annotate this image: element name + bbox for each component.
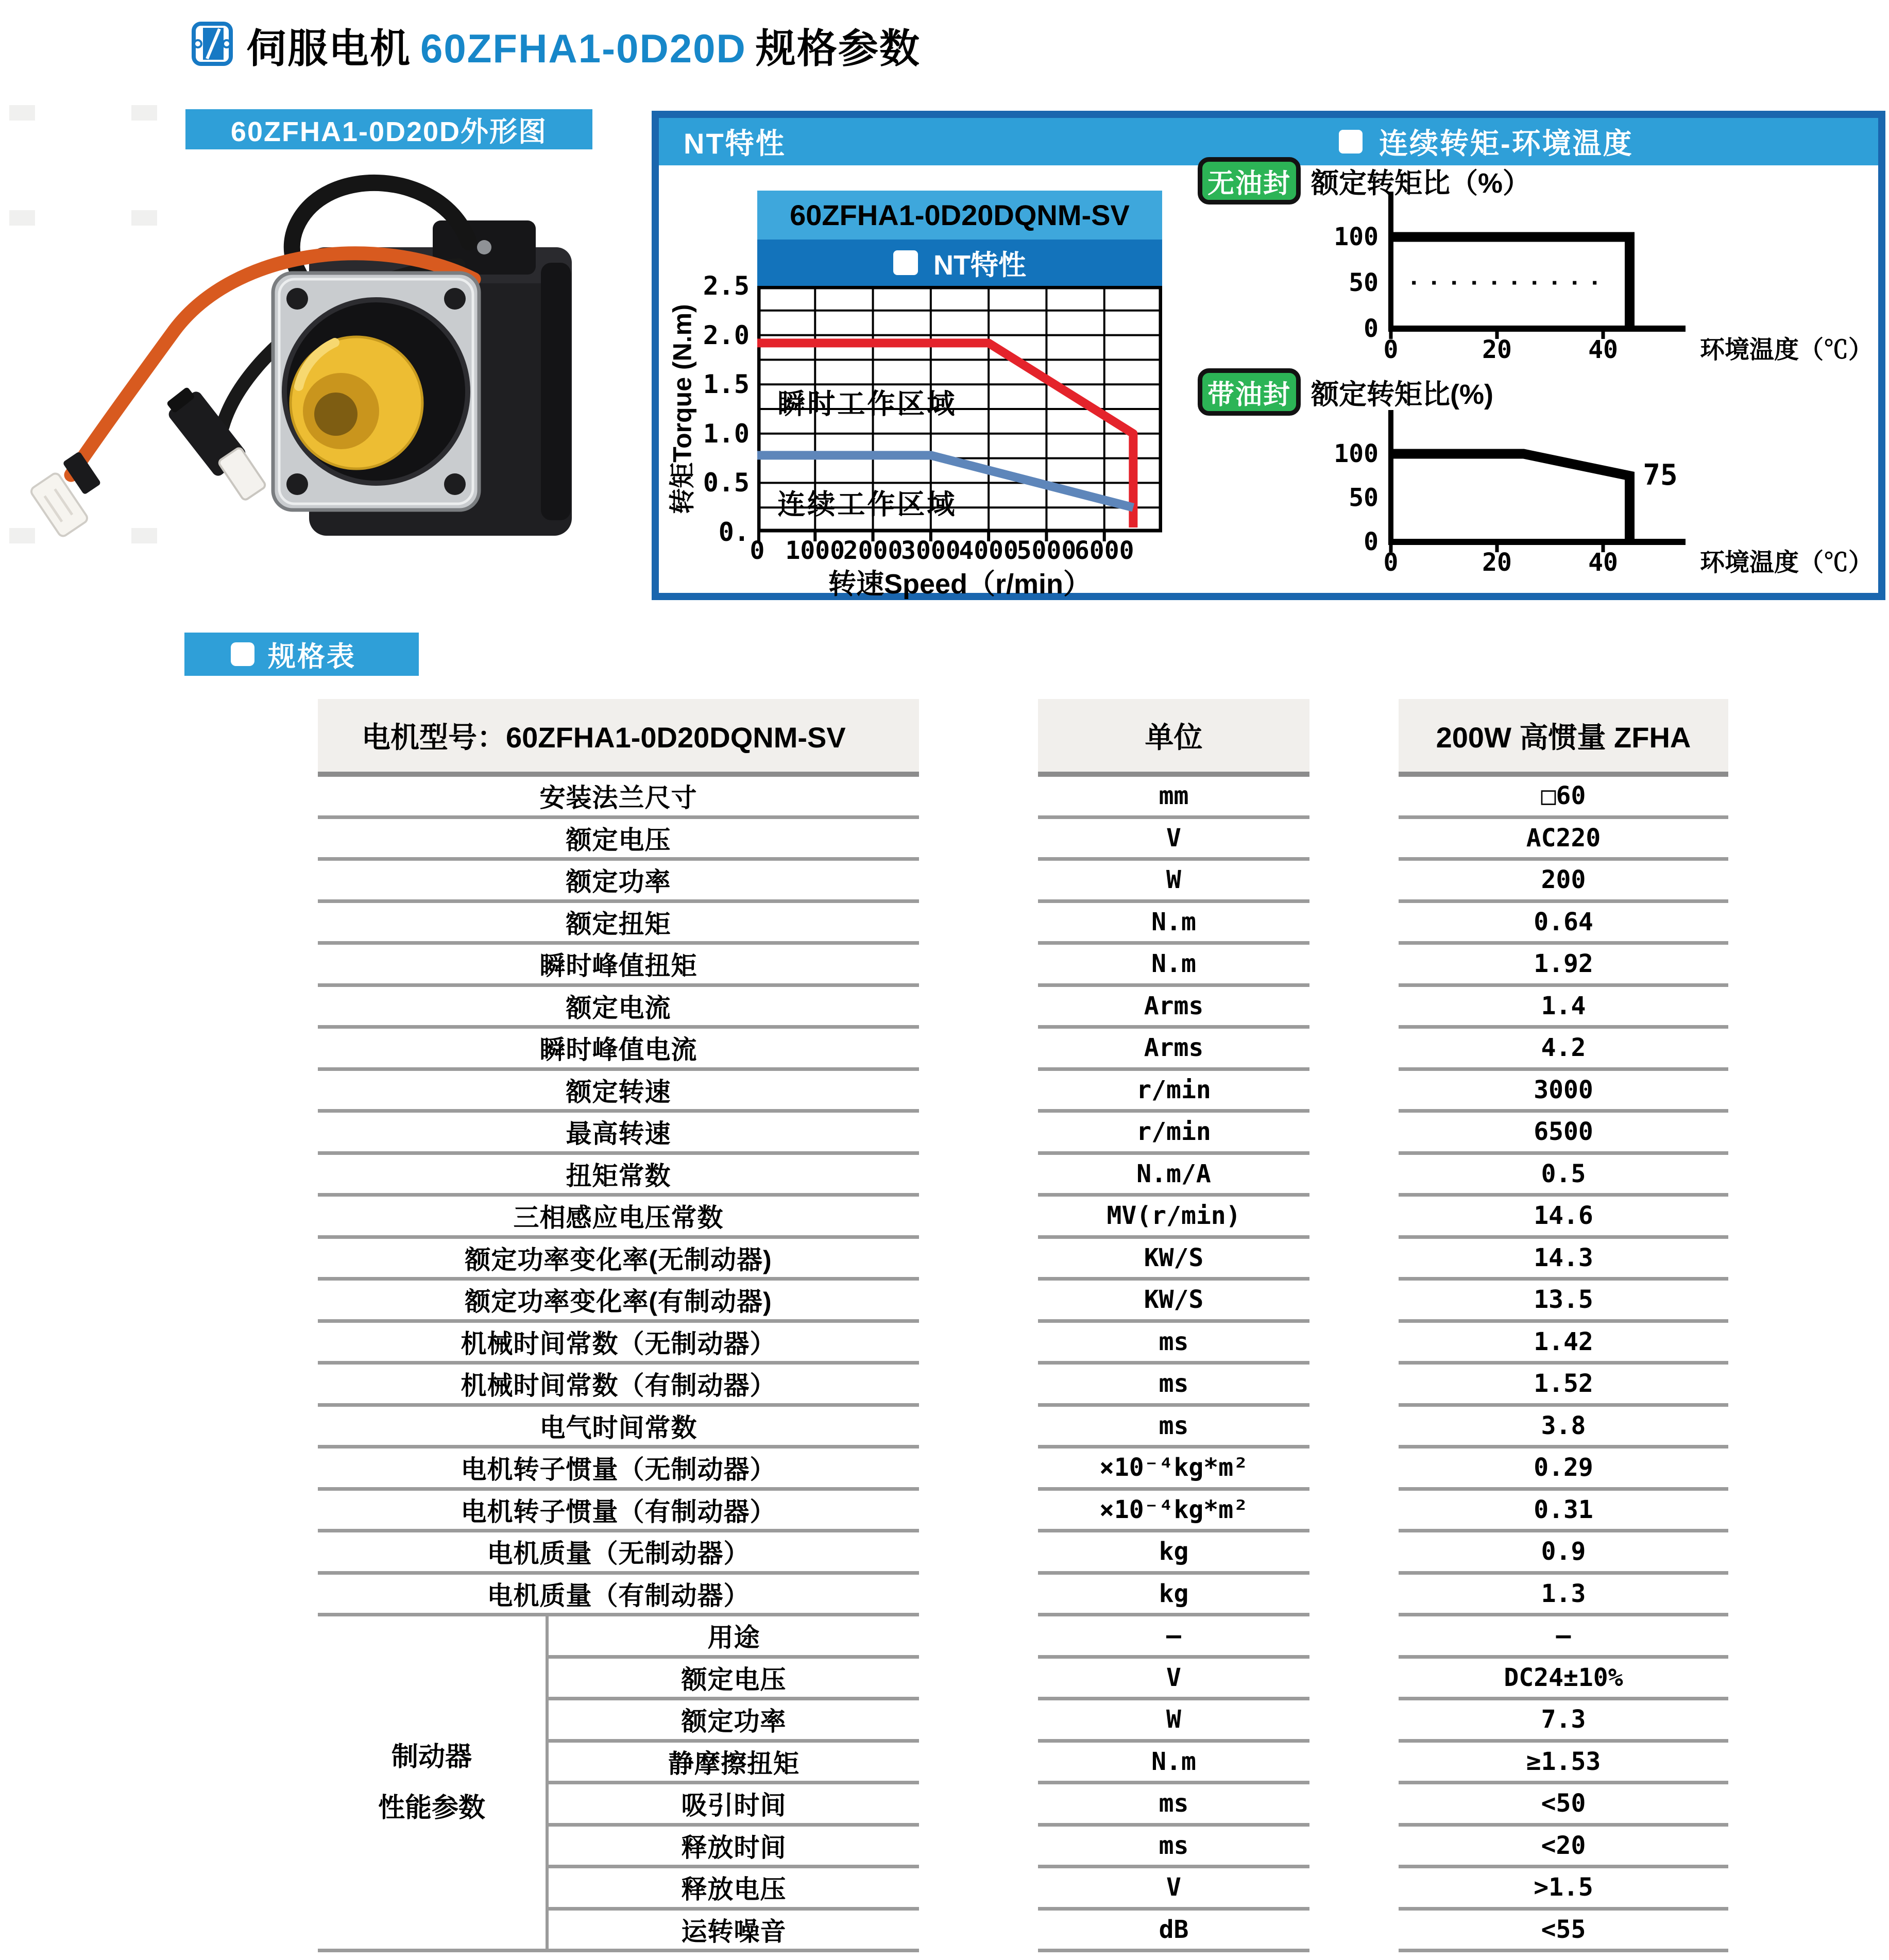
spec-row-value: 14.6 xyxy=(1399,1197,1728,1239)
spec-row-value: 1.52 xyxy=(1399,1365,1728,1407)
spec-row-unit: N.m/A xyxy=(1038,1155,1309,1197)
spec-row-value: 0.29 xyxy=(1399,1448,1728,1491)
spec-row-value: 200 xyxy=(1399,861,1728,903)
svg-text:连续工作区域: 连续工作区域 xyxy=(777,488,957,521)
spec-row-value: 0.64 xyxy=(1399,903,1728,945)
spec-row-unit: kg xyxy=(1038,1532,1309,1575)
spec-row-label: 额定功率 xyxy=(318,861,919,903)
ratio-label-no-seal: 额定转矩比（%） xyxy=(1311,167,1531,199)
brake-row-label: 吸引时间 xyxy=(549,1784,919,1827)
brake-row-unit: dB xyxy=(1038,1911,1309,1953)
motor-logo-icon xyxy=(192,22,233,69)
svg-text:0: 0 xyxy=(1383,335,1399,364)
brake-row-unit: — xyxy=(1038,1616,1309,1659)
spec-row-value: 0.31 xyxy=(1399,1491,1728,1533)
svg-text:20: 20 xyxy=(1482,335,1512,364)
spec-table-badge: 规格表 xyxy=(184,633,419,676)
square-bullet-icon xyxy=(231,642,254,666)
spec-row-value: 6500 xyxy=(1399,1113,1728,1155)
svg-text:环境温度（℃）: 环境温度（℃） xyxy=(1700,335,1874,364)
svg-text:50: 50 xyxy=(1349,483,1379,513)
brake-row-label: 额定功率 xyxy=(549,1700,919,1743)
nt-chart-legend: NT特性 xyxy=(757,240,1162,286)
spec-row-value: AC220 xyxy=(1399,819,1728,861)
nt-x-axis-label: 转速Speed（r/min） xyxy=(828,569,1092,600)
spec-table-value-column xyxy=(1399,699,1728,1952)
brake-row-label: 额定电压 xyxy=(549,1659,919,1701)
brake-row-value: 7.3 xyxy=(1399,1700,1728,1743)
page-title-text: 伺服电机 60ZFHA1-0D20D 规格参数 xyxy=(246,25,921,71)
spec-row-value: 3000 xyxy=(1399,1071,1728,1113)
svg-text:100: 100 xyxy=(1334,439,1379,468)
svg-text:环境温度（℃）: 环境温度（℃） xyxy=(1700,548,1874,577)
brake-row-unit: V xyxy=(1038,1659,1309,1701)
spec-row-label: 额定功率变化率(有制动器) xyxy=(318,1281,919,1323)
spec-row-unit: KW/S xyxy=(1038,1239,1309,1281)
brake-row-value: <50 xyxy=(1399,1784,1728,1827)
brake-row-value: DC24±10% xyxy=(1399,1659,1728,1701)
motor-photo xyxy=(21,144,639,600)
brake-row-label: 释放电压 xyxy=(549,1868,919,1911)
spec-row-value: 0.5 xyxy=(1399,1155,1728,1197)
svg-text:50: 50 xyxy=(1349,268,1379,297)
brake-group-label: 制动器 性能参数 xyxy=(318,1616,549,1952)
spec-table xyxy=(318,699,1728,1952)
spec-row-unit: kg xyxy=(1038,1575,1309,1617)
spec-row-unit: ms xyxy=(1038,1323,1309,1365)
watermark xyxy=(131,105,157,121)
brake-row-label: 用途 xyxy=(549,1616,919,1659)
spec-row-unit: mm xyxy=(1038,777,1309,819)
spec-row-unit: ×10⁻⁴kg*m² xyxy=(1038,1491,1309,1533)
brake-row-unit: ms xyxy=(1038,1784,1309,1827)
brake-row-label: 静摩擦扭矩 xyxy=(549,1743,919,1785)
svg-text:40: 40 xyxy=(1588,548,1618,577)
svg-text:0: 0 xyxy=(1364,527,1379,556)
nt-panel xyxy=(652,111,1885,600)
derating-chart-with-seal xyxy=(1329,402,1885,593)
spec-row-label: 机械时间常数（无制动器） xyxy=(318,1323,919,1365)
spec-row-value: 13.5 xyxy=(1399,1281,1728,1323)
spec-row-label: 电机转子惯量（有制动器） xyxy=(318,1491,919,1533)
svg-text:75: 75 xyxy=(1643,458,1678,492)
watermark xyxy=(9,105,35,121)
svg-text:瞬时工作区域: 瞬时工作区域 xyxy=(777,387,957,420)
nt-y-axis-ticks: 2.5 2.0 1.5 1.0 0.5 0. xyxy=(703,271,750,547)
brake-label-rows xyxy=(549,1616,919,1952)
brake-value-rows xyxy=(1399,1616,1728,1952)
nt-chart-title: 60ZFHA1-0D20DQNM-SV xyxy=(757,191,1162,240)
spec-row-value: 14.3 xyxy=(1399,1239,1728,1281)
spec-row-label: 瞬时峰值电流 xyxy=(318,1029,919,1071)
brake-row-value: >1.5 xyxy=(1399,1868,1728,1911)
spec-row-value: 0.9 xyxy=(1399,1532,1728,1575)
square-bullet-icon xyxy=(1339,130,1363,154)
spec-row-value: 1.3 xyxy=(1399,1575,1728,1617)
spec-row-value: 4.2 xyxy=(1399,1029,1728,1071)
unit-rows xyxy=(1038,777,1309,1616)
brake-row-unit: N.m xyxy=(1038,1743,1309,1785)
brake-unit-rows xyxy=(1038,1616,1309,1952)
spec-row-unit: N.m xyxy=(1038,903,1309,945)
svg-text:100: 100 xyxy=(1334,223,1379,251)
spec-row-label: 额定功率变化率(无制动器) xyxy=(318,1239,919,1281)
value-rows xyxy=(1399,777,1728,1616)
spec-row-label: 机械时间常数（有制动器） xyxy=(318,1365,919,1407)
spec-row-unit: V xyxy=(1038,819,1309,861)
spec-row-label: 额定扭矩 xyxy=(318,903,919,945)
spec-row-label: 最高转速 xyxy=(318,1113,919,1155)
nt-chart-plot xyxy=(757,286,1162,543)
spec-row-value: 1.92 xyxy=(1399,945,1728,987)
svg-text:20: 20 xyxy=(1482,548,1512,577)
spec-row-label: 电机质量（有制动器） xyxy=(318,1575,919,1617)
spec-row-label: 电机质量（无制动器） xyxy=(318,1532,919,1575)
derating-header-title: 连续转矩-环境温度 xyxy=(1339,118,1633,165)
outline-panel-header: 60ZFHA1-0D20D外形图 xyxy=(185,109,592,149)
spec-row-label: 三相感应电压常数 xyxy=(318,1197,919,1239)
spec-row-unit: ×10⁻⁴kg*m² xyxy=(1038,1448,1309,1491)
brake-row-value: <20 xyxy=(1399,1827,1728,1869)
brake-row-value: ≥1.53 xyxy=(1399,1743,1728,1785)
spec-row-label: 电气时间常数 xyxy=(318,1407,919,1449)
model-number: 60ZFHA1-0D20D xyxy=(420,25,746,71)
with-oil-seal-badge: 带油封 xyxy=(1198,368,1301,416)
page-title xyxy=(192,21,921,70)
spec-row-label: 瞬时峰值扭矩 xyxy=(318,945,919,987)
spec-row-label: 扭矩常数 xyxy=(318,1155,919,1197)
brake-row-unit: W xyxy=(1038,1700,1309,1743)
spec-row-unit: ms xyxy=(1038,1365,1309,1407)
value-header-cell: 200W 高惯量 ZFHA xyxy=(1399,699,1728,777)
spec-row-unit: r/min xyxy=(1038,1113,1309,1155)
brake-row-label: 运转噪音 xyxy=(549,1911,919,1953)
spec-row-unit: N.m xyxy=(1038,945,1309,987)
label-rows xyxy=(318,777,919,1616)
spec-row-value: 1.4 xyxy=(1399,987,1728,1029)
svg-text:0: 0 xyxy=(1364,314,1379,343)
spec-row-unit: ms xyxy=(1038,1407,1309,1449)
spec-row-unit: MV(r/min) xyxy=(1038,1197,1309,1239)
no-oil-seal-badge: 无油封 xyxy=(1198,157,1301,204)
spec-row-label: 额定电压 xyxy=(318,819,919,861)
legend-square-icon xyxy=(893,250,918,275)
spec-row-unit: Arms xyxy=(1038,1029,1309,1071)
spec-row-value: 1.42 xyxy=(1399,1323,1728,1365)
brake-section xyxy=(318,1616,919,1952)
nt-header-title: NT特性 xyxy=(684,127,786,160)
nt-x-axis-ticks: 0 1000 2000 3000 4000 5000 6000 xyxy=(750,536,1134,565)
nt-y-axis-label: 转矩Torque (N.m) xyxy=(668,304,697,514)
ratio-label-with-seal: 额定转矩比(%) xyxy=(1311,379,1493,410)
spec-row-label: 电机转子惯量（无制动器） xyxy=(318,1448,919,1491)
brake-row-value: — xyxy=(1399,1616,1728,1659)
spec-row-value: □60 xyxy=(1399,777,1728,819)
unit-header-cell: 单位 xyxy=(1038,699,1309,777)
spec-table-label-column xyxy=(318,699,919,1952)
svg-text:40: 40 xyxy=(1588,335,1618,364)
spec-row-label: 安装法兰尺寸 xyxy=(318,777,919,819)
spec-row-unit: r/min xyxy=(1038,1071,1309,1113)
spec-table-unit-column xyxy=(1038,699,1309,1952)
spec-row-unit: W xyxy=(1038,861,1309,903)
spec-row-unit: KW/S xyxy=(1038,1281,1309,1323)
spec-row-label: 额定电流 xyxy=(318,987,919,1029)
brake-row-unit: ms xyxy=(1038,1827,1309,1869)
brake-row-unit: V xyxy=(1038,1868,1309,1911)
derating-chart-no-seal xyxy=(1329,180,1885,376)
spec-row-unit: Arms xyxy=(1038,987,1309,1029)
brake-row-value: <55 xyxy=(1399,1911,1728,1953)
svg-text:0: 0 xyxy=(1383,548,1399,577)
brake-row-label: 释放时间 xyxy=(549,1827,919,1869)
spec-row-label: 额定转速 xyxy=(318,1071,919,1113)
model-header-cell: 电机型号：60ZFHA1-0D20DQNM-SV xyxy=(318,699,919,777)
spec-row-value: 3.8 xyxy=(1399,1407,1728,1449)
